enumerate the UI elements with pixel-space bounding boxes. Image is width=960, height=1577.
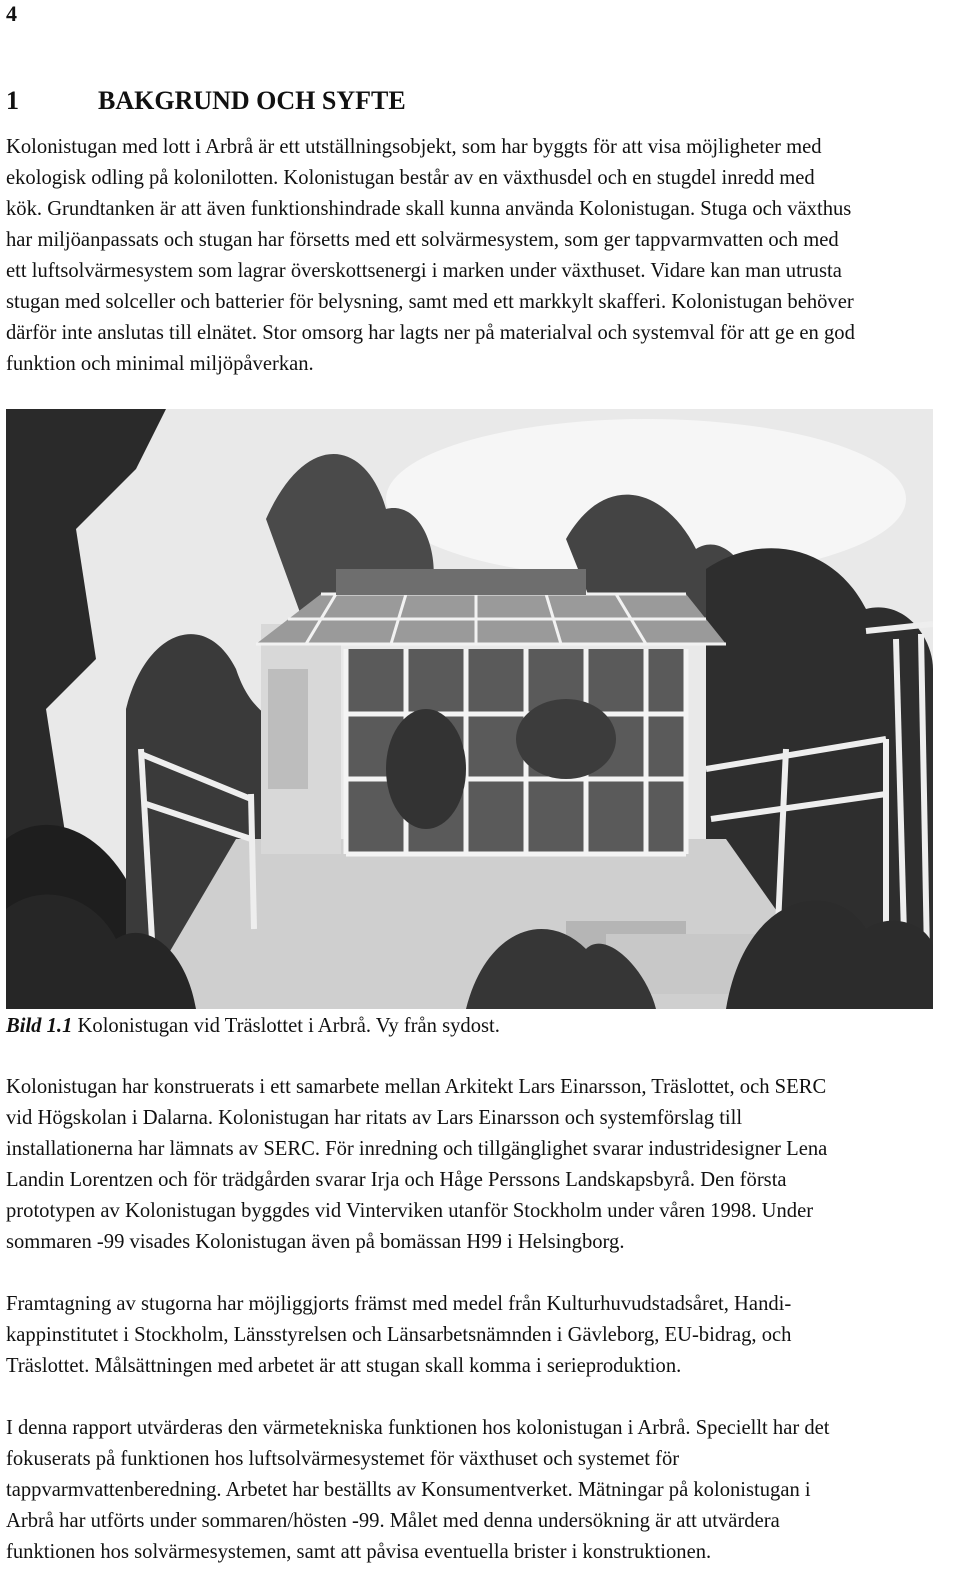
text-line: Kolonistugan med lott i Arbrå är ett utställningsobjekt, som har byggts för att visa möjligheter med — [6, 136, 822, 158]
paragraph-report-purpose — [6, 1413, 958, 1568]
text-line: prototypen av Kolonistugan byggdes vid Vinterviken utanför Stockholm under våren 1998. Under — [6, 1200, 814, 1222]
section-title: BAKGRUND OCH SYFTE — [98, 86, 406, 115]
text-line: installationerna har lämnats av SERC. För inredning och tillgänglighet svarar industridesigner Lena — [6, 1138, 828, 1160]
section-heading — [6, 84, 406, 118]
paragraph-background — [6, 132, 958, 380]
text-line: funktionen hos solvärmesystemen, samt att påvisa eventuella brister i konstruktionen. — [6, 1541, 712, 1563]
figure-caption — [6, 1011, 500, 1042]
page-number: 4 — [6, 1, 17, 26]
text-line: har miljöanpassats och stugan har försetts med ett solvärmesystem, som ger tappvarmvatten och med — [6, 229, 839, 251]
text-line: Kolonistugan har konstruerats i ett samarbete mellan Arkitekt Lars Einarsson, Träslottet, och SERC — [6, 1076, 827, 1098]
text-line: stugan med solceller och batterier för belysning, samt med ett markkylt skafferi. Kolonistugan behöver — [6, 291, 854, 313]
text-line: funktion och minimal miljöpåverkan. — [6, 353, 314, 375]
greenhouse-photo — [6, 409, 933, 1009]
text-line: Framtagning av stugorna har möjliggjorts främst med medel från Kulturhuvudstadsåret, Handi- — [6, 1293, 792, 1315]
paragraph-collaboration — [6, 1072, 958, 1258]
figure-caption-text: Kolonistugan vid Träslottet i Arbrå. Vy från sydost. — [72, 1015, 500, 1037]
text-line: sommaren -99 visades Kolonistugan även på bomässan H99 i Helsingborg. — [6, 1231, 625, 1253]
text-line: tappvarmvattenberedning. Arbetet har beställts av Konsumentverket. Mätningar på kolonistugan i — [6, 1479, 811, 1501]
text-line: ett luftsolvärmesystem som lagrar överskottsenergi i marken under växthuset. Vidare kan man utrusta — [6, 260, 842, 282]
text-line: I denna rapport utvärderas den värmetekniska funktionen hos kolonistugan i Arbrå. Speciellt har det — [6, 1417, 830, 1439]
text-line: vid Högskolan i Dalarna. Kolonistugan har ritats av Lars Einarsson och systemförslag till — [6, 1107, 743, 1129]
text-line: kök. Grundtanken är att även funktionshindrade skall kunna använda Kolonistugan. Stuga och växthus — [6, 198, 852, 220]
paragraph-funding — [6, 1289, 958, 1382]
section-number: 1 — [6, 86, 19, 115]
text-line: kappinstitutet i Stockholm, Länsstyrelsen och Länsarbetsnämnden i Gävleborg, EU-bidrag, och — [6, 1324, 792, 1346]
text-line: fokuserats på funktionen hos luftsolvärmesystemet för växthuset och systemet för — [6, 1448, 680, 1470]
figure-label: Bild 1.1 — [6, 1015, 73, 1037]
text-line: ekologisk odling på kolonilotten. Kolonistugan består av en växthusdel och en stugdel inredd med — [6, 167, 815, 189]
text-line: därför inte anslutas till elnätet. Stor omsorg har lagts ner på materialval och systemval för att ge en god — [6, 322, 855, 344]
text-line: Arbrå har utförts under sommaren/hösten -99. Målet med denna undersökning är att utvärdera — [6, 1510, 780, 1532]
text-line: Landin Lorentzen och för trädgården svarar Irja och Håge Perssons Landskapsbyrå. Den första — [6, 1169, 787, 1191]
text-line: Träslottet. Målsättningen med arbetet är att stugan skall komma i serieproduktion. — [6, 1355, 682, 1377]
